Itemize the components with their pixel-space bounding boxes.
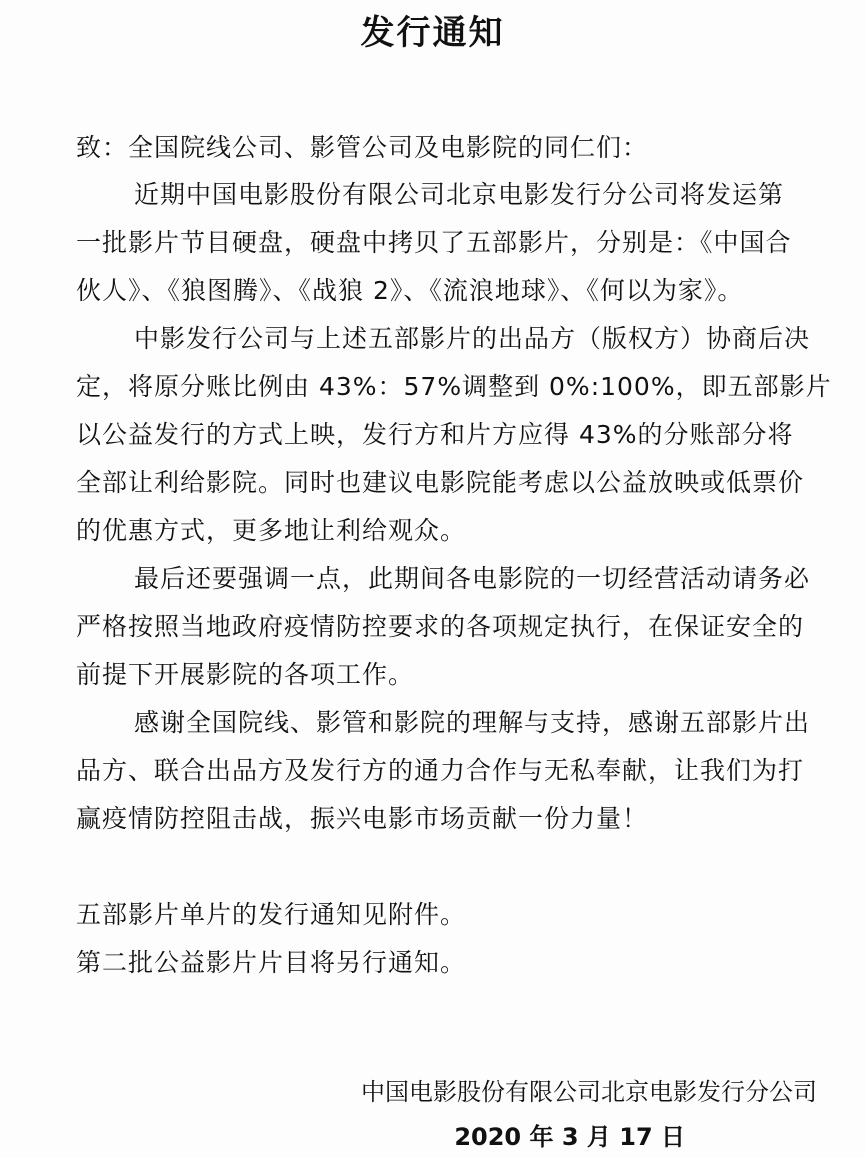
issue-date: 2020 年 3 月 17 日 <box>454 1123 685 1151</box>
paragraph-2-line-2: 定，将原分账比例由 43%：57%调整到 0%:100%，即五部影片 <box>76 372 832 401</box>
document-title: 发行通知 <box>360 13 505 53</box>
issuer-signature: 中国电影股份有限公司北京电影发行分公司 <box>361 1078 817 1106</box>
paragraph-1-line-2: 一批影片节目硬盘，硬盘中拷贝了五部影片，分别是：《中国合 <box>76 228 792 257</box>
paragraph-2-line-1: 中影发行公司与上述五部影片的出品方（版权方）协商后决 <box>134 324 811 353</box>
paragraph-4-line-2: 品方、联合出品方及发行方的通力合作与无私奉献，让我们为打 <box>76 756 805 785</box>
paragraph-4-line-3: 赢疫情防控阻击战，振兴电影市场贡献一份力量！ <box>76 804 649 833</box>
paragraph-3-line-1: 最后还要强调一点，此期间各电影院的一切经营活动请务必 <box>134 564 811 593</box>
paragraph-4-line-1: 感谢全国院线、影管和影院的理解与支持，感谢五部影片出 <box>134 708 811 737</box>
paragraph-3-line-3: 前提下开展影院的各项工作。 <box>76 660 415 689</box>
attachment-note: 五部影片单片的发行通知见附件。 <box>76 900 467 929</box>
salutation: 致：全国院线公司、影管公司及电影院的同仁们： <box>76 133 649 162</box>
paragraph-3-line-2: 严格按照当地政府疫情防控要求的各项规定执行，在保证安全的 <box>76 612 805 641</box>
paragraph-2-line-3: 以公益发行的方式上映，发行方和片方应得 43%的分账部分将 <box>76 420 794 449</box>
paragraph-1-line-3: 伙人》、《狼图腾》、《战狼 2》、《流浪地球》、《何以为家》。 <box>76 276 744 305</box>
paragraph-2-line-5: 的优惠方式，更多地让利给观众。 <box>76 516 467 545</box>
second-batch-note: 第二批公益影片片目将另行通知。 <box>76 948 467 977</box>
paragraph-1-line-1: 近期中国电影股份有限公司北京电影发行分公司将发运第 <box>134 180 785 209</box>
paragraph-2-line-4: 全部让利给影院。同时也建议电影院能考虑以公益放映或低票价 <box>76 468 805 497</box>
